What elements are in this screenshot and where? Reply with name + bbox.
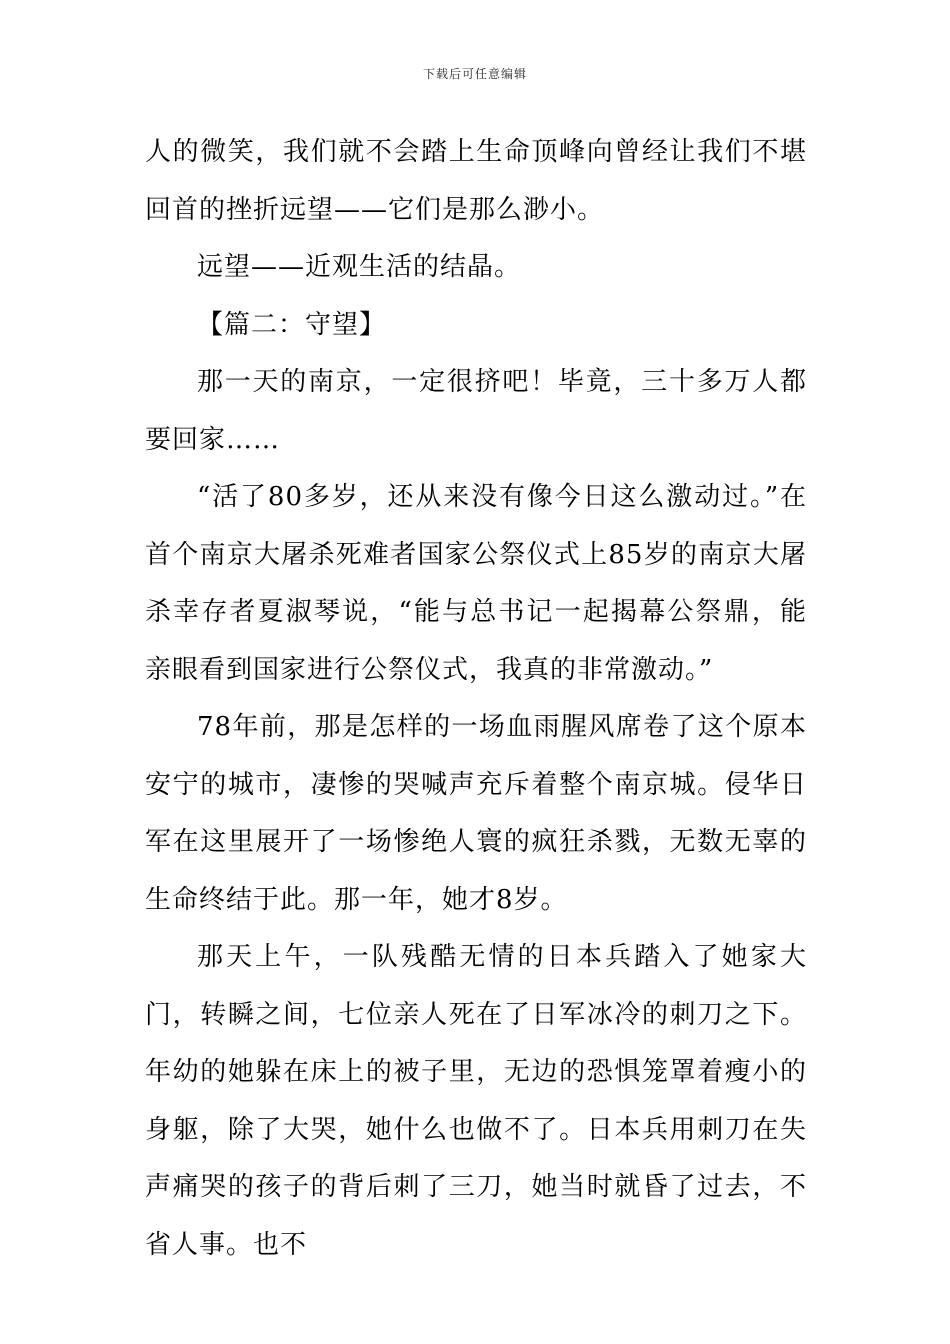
paragraph-4: “活了80多岁，还从来没有像今日这么激动过。”在首个南京大屠杀死难者国家公祭仪式上85岁的南京大屠杀幸存者夏淑琴说，“能与总书记一起揭幕公祭鼎，能亲眼看到国家进行公祭仪式，我真的非常激动。” [145,482,807,685]
paragraph-3: 那一天的南京，一定很挤吧！毕竟，三十多万人都要回家…… [145,367,807,455]
paragraph-5: 78年前，那是怎样的一场血雨腥风席卷了这个原本安宁的城市，凄惨的哭喊声充斥着整个南京城。侵华日军在这里展开了一场惨绝人寰的疯狂杀戮，无数无辜的生命终结于此。那一年，她才8岁。 [145,712,807,915]
section-heading: 【篇二：守望】 [197,309,387,340]
paragraph-1: 人的微笑，我们就不会踏上生命顶峰向曾经让我们不堪回首的挫折远望——它们是那么渺小。 [145,137,807,225]
paragraph-6: 那天上午，一队残酷无情的日本兵踏入了她家大门，转瞬之间，七位亲人死在了日军冰冷的刺刀之下。年幼的她躲在床上的被子里，无边的恐惧笼罩着瘦小的身躯，除了大哭，她什么也做不了。日本兵用刺刀在失声痛哭的孩子的背后刺了三刀，她当时就昏了过去，不省人事。也不 [145,942,807,1260]
paragraph-2: 远望——近观生活的结晶。 [197,252,522,282]
page-header: 下载后可任意编辑 [422,67,527,81]
body-text [145,124,807,1274]
